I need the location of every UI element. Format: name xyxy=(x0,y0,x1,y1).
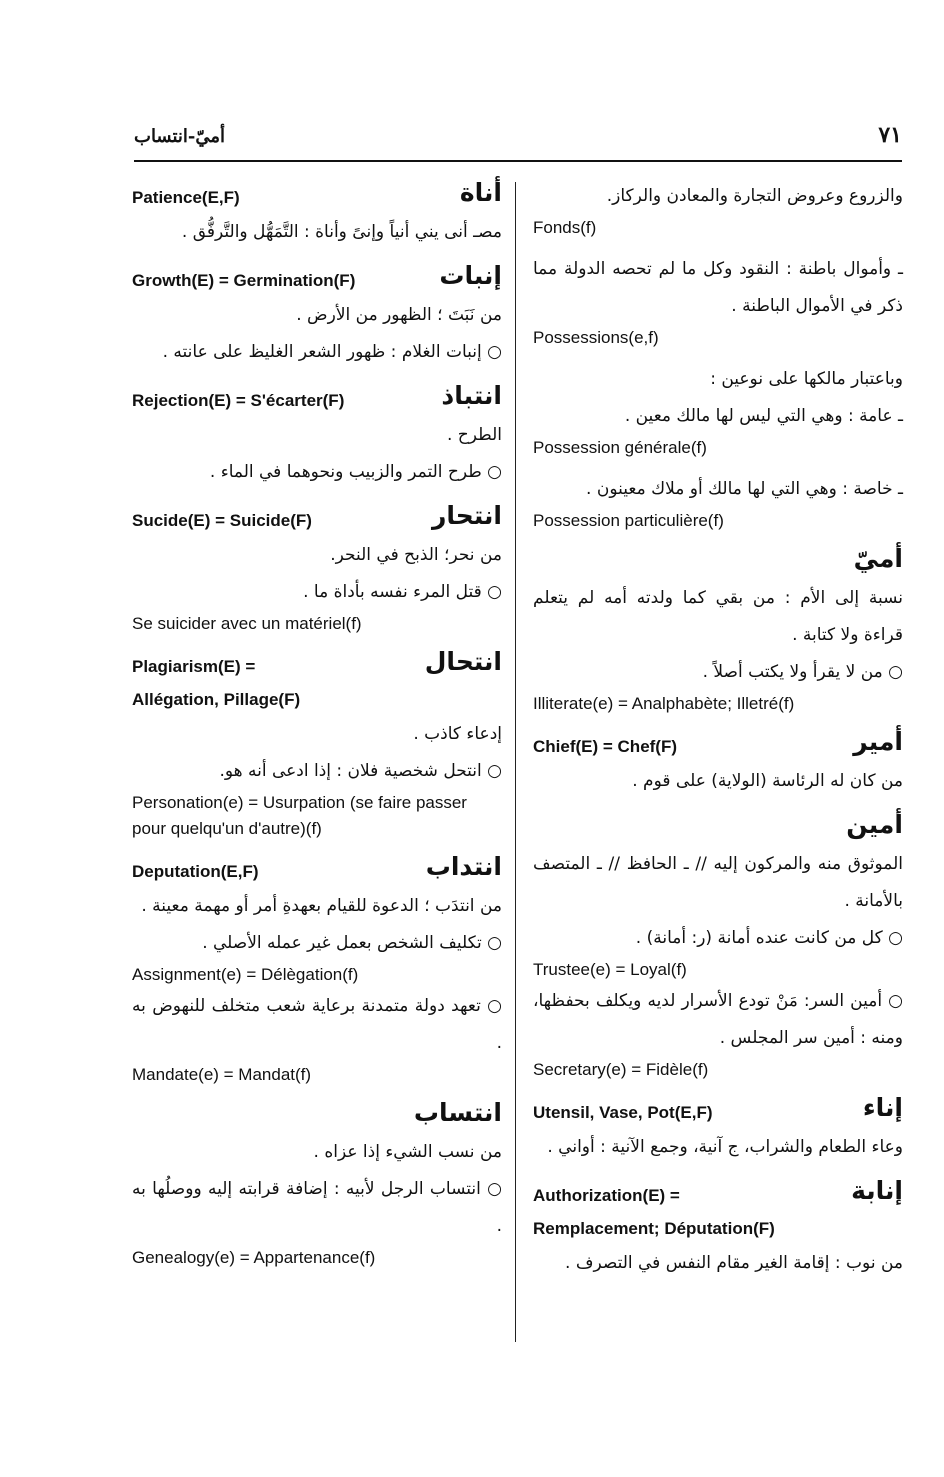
headword: أناة xyxy=(459,178,502,207)
intro-text: ـ عامة : وهي التي ليس لها مالك معين . xyxy=(624,406,903,426)
intro-text: ـ وأموال باطنة : النقود وكل ما لم تحصه الدولة مما ذكر في الأموال الباطنة . xyxy=(533,259,903,316)
page-header xyxy=(134,118,902,162)
equivalent: Authorization(E) = xyxy=(533,1186,680,1205)
running-title: أميّ-انتساب xyxy=(134,126,226,147)
headword: إنابة xyxy=(851,1176,903,1205)
headword: أميّ xyxy=(853,544,903,573)
french-equivalent: Personation(e) = Usurpation (se faire passer pour quelqu'un d'autre)(f) xyxy=(132,793,467,838)
entry-intidab xyxy=(132,852,502,1088)
entry-inaa xyxy=(533,1093,903,1166)
left-column xyxy=(132,178,502,1271)
equivalent: Growth(E) = Germination(F) xyxy=(132,271,356,290)
french-equivalent: Genealogy(e) = Appartenance(f) xyxy=(132,1248,376,1267)
equivalent: Utensil, Vase, Pot(E,F) xyxy=(533,1103,713,1122)
column-divider xyxy=(515,182,516,1342)
french-equivalent: Secretary(e) = Fidèle(f) xyxy=(533,1060,709,1079)
bullet-definition: ○ تعهد دولة متمدنة برعاية شعب متخلف للنهوض به . xyxy=(132,996,502,1053)
bullet-definition: ○ أمين السر: مَنْ تودع الأسرار لديه ويكلف بحفظها، ومنه : أمين سر المجلس . xyxy=(533,991,903,1048)
definition: من نوب : إقامة الغير مقام النفس في التصرف . xyxy=(565,1253,903,1273)
entry-intisab xyxy=(132,1098,502,1271)
equivalent: Deputation(E,F) xyxy=(132,862,259,881)
bullet-definition: ○ انتساب الرجل لأبيه : إضافة قرابته إليه ووصلُها به . xyxy=(132,1179,502,1236)
headword: إناء xyxy=(862,1093,903,1122)
french-equivalent: Possession générale(f) xyxy=(533,438,707,457)
definition: من نَبَتَ ؛ الظهور من الأرض . xyxy=(296,305,502,325)
bullet-definition: ○ كل من كانت عنده أمانة (ر: أمانة) . xyxy=(635,928,903,948)
entry-anat xyxy=(132,178,502,251)
right-column xyxy=(533,178,903,1282)
headword: انتحال xyxy=(424,647,502,676)
intro-text: وباعتبار مالكها على نوعين : xyxy=(710,369,903,389)
definition: الطرح . xyxy=(446,425,502,445)
entry-amir xyxy=(533,727,903,800)
page-number: ٧١ xyxy=(878,122,902,148)
intro-text: والزروع وعروض التجارة والمعادن والركاز. xyxy=(606,186,903,206)
headword: انتداب xyxy=(425,852,502,881)
bullet-definition: ○ إنبات الغلام : ظهور الشعر الغليظ على عانته . xyxy=(162,342,502,362)
entry-intihal xyxy=(132,647,502,842)
entry-amin xyxy=(533,810,903,1083)
french-equivalent: Trustee(e) = Loyal(f) xyxy=(533,960,687,979)
equivalent: Chief(E) = Chef(F) xyxy=(533,737,678,756)
french-equivalent: Possessions(e,f) xyxy=(533,328,659,347)
entry-inbat xyxy=(132,261,502,371)
intro-text: ـ خاصة : وهي التي لها مالك أو ملاك معينون . xyxy=(586,479,903,499)
entry-intihar xyxy=(132,501,502,637)
french-equivalent: Illiterate(e) = Analphabète; Illetré(f) xyxy=(533,694,795,713)
definition: نسبة إلى الأم : من بقي كما ولدته أمه لم يتعلم قراءة ولا كتابة . xyxy=(533,588,903,645)
definition: من كان له الرئاسة (الولاية) على قوم . xyxy=(632,771,903,791)
definition: من نسب الشيء إذا عزاه . xyxy=(313,1142,502,1162)
headword: أمير xyxy=(853,727,903,756)
bullet-definition: ○ من لا يقرأ ولا يكتب أصلاً . xyxy=(702,662,903,682)
bullet-definition: ○ طرح التمر والزبيب ونحوهما في الماء . xyxy=(209,462,502,482)
equivalent: Sucide(E) = Suicide(F) xyxy=(132,511,312,530)
definition: الموثوق منه والمركون إليه // ـ الحافظ // ـ المتصف بالأمانة . xyxy=(533,854,903,911)
headword: إنبات xyxy=(439,261,502,290)
definition: وعاء الطعام والشراب، ج آنية، وجمع الآنية : أواني . xyxy=(547,1137,903,1157)
bullet-definition: ○ قتل المرء نفسه بأداة ما . xyxy=(303,582,502,602)
equivalent: Allégation, Pillage(F) xyxy=(132,690,301,709)
entry-inaba xyxy=(533,1176,903,1282)
headword: انتساب xyxy=(413,1098,502,1127)
entry-ummi xyxy=(533,544,903,717)
bullet-definition: ○ انتحل شخصية فلان : إذا ادعى أنه هو. xyxy=(219,761,502,781)
french-equivalent: Assignment(e) = Délègation(f) xyxy=(132,965,359,984)
french-equivalent: Possession particulière(f) xyxy=(533,511,724,530)
entry-intibadh xyxy=(132,381,502,491)
equivalent: Plagiarism(E) = xyxy=(132,657,256,676)
equivalent: Patience(E,F) xyxy=(132,188,240,207)
bullet-definition: ○ تكليف الشخص بعمل غير عمله الأصلي . xyxy=(202,933,502,953)
definition: مصـ أنى يني أنياً وإنىً وأناة : التَّمَهُّل والتَّرفُّق . xyxy=(181,222,502,242)
definition: من نحر؛ الذبح في النحر. xyxy=(330,545,502,565)
headword: انتباذ xyxy=(441,381,502,410)
definition: من انتدَب ؛ الدعوة للقيام بعهدةِ أمر أو مهمة معينة . xyxy=(141,896,502,916)
french-equivalent: Fonds(f) xyxy=(533,218,597,237)
headword: انتحار xyxy=(432,501,502,530)
equivalent: Rejection(E) = S'écarter(F) xyxy=(132,391,345,410)
french-equivalent: Se suicider avec un matériel(f) xyxy=(132,614,362,633)
definition: إدعاء كاذب . xyxy=(413,724,502,744)
equivalent: Remplacement; Députation(F) xyxy=(533,1219,775,1238)
headword: أمين xyxy=(846,810,903,839)
french-equivalent: Mandate(e) = Mandat(f) xyxy=(132,1065,312,1084)
